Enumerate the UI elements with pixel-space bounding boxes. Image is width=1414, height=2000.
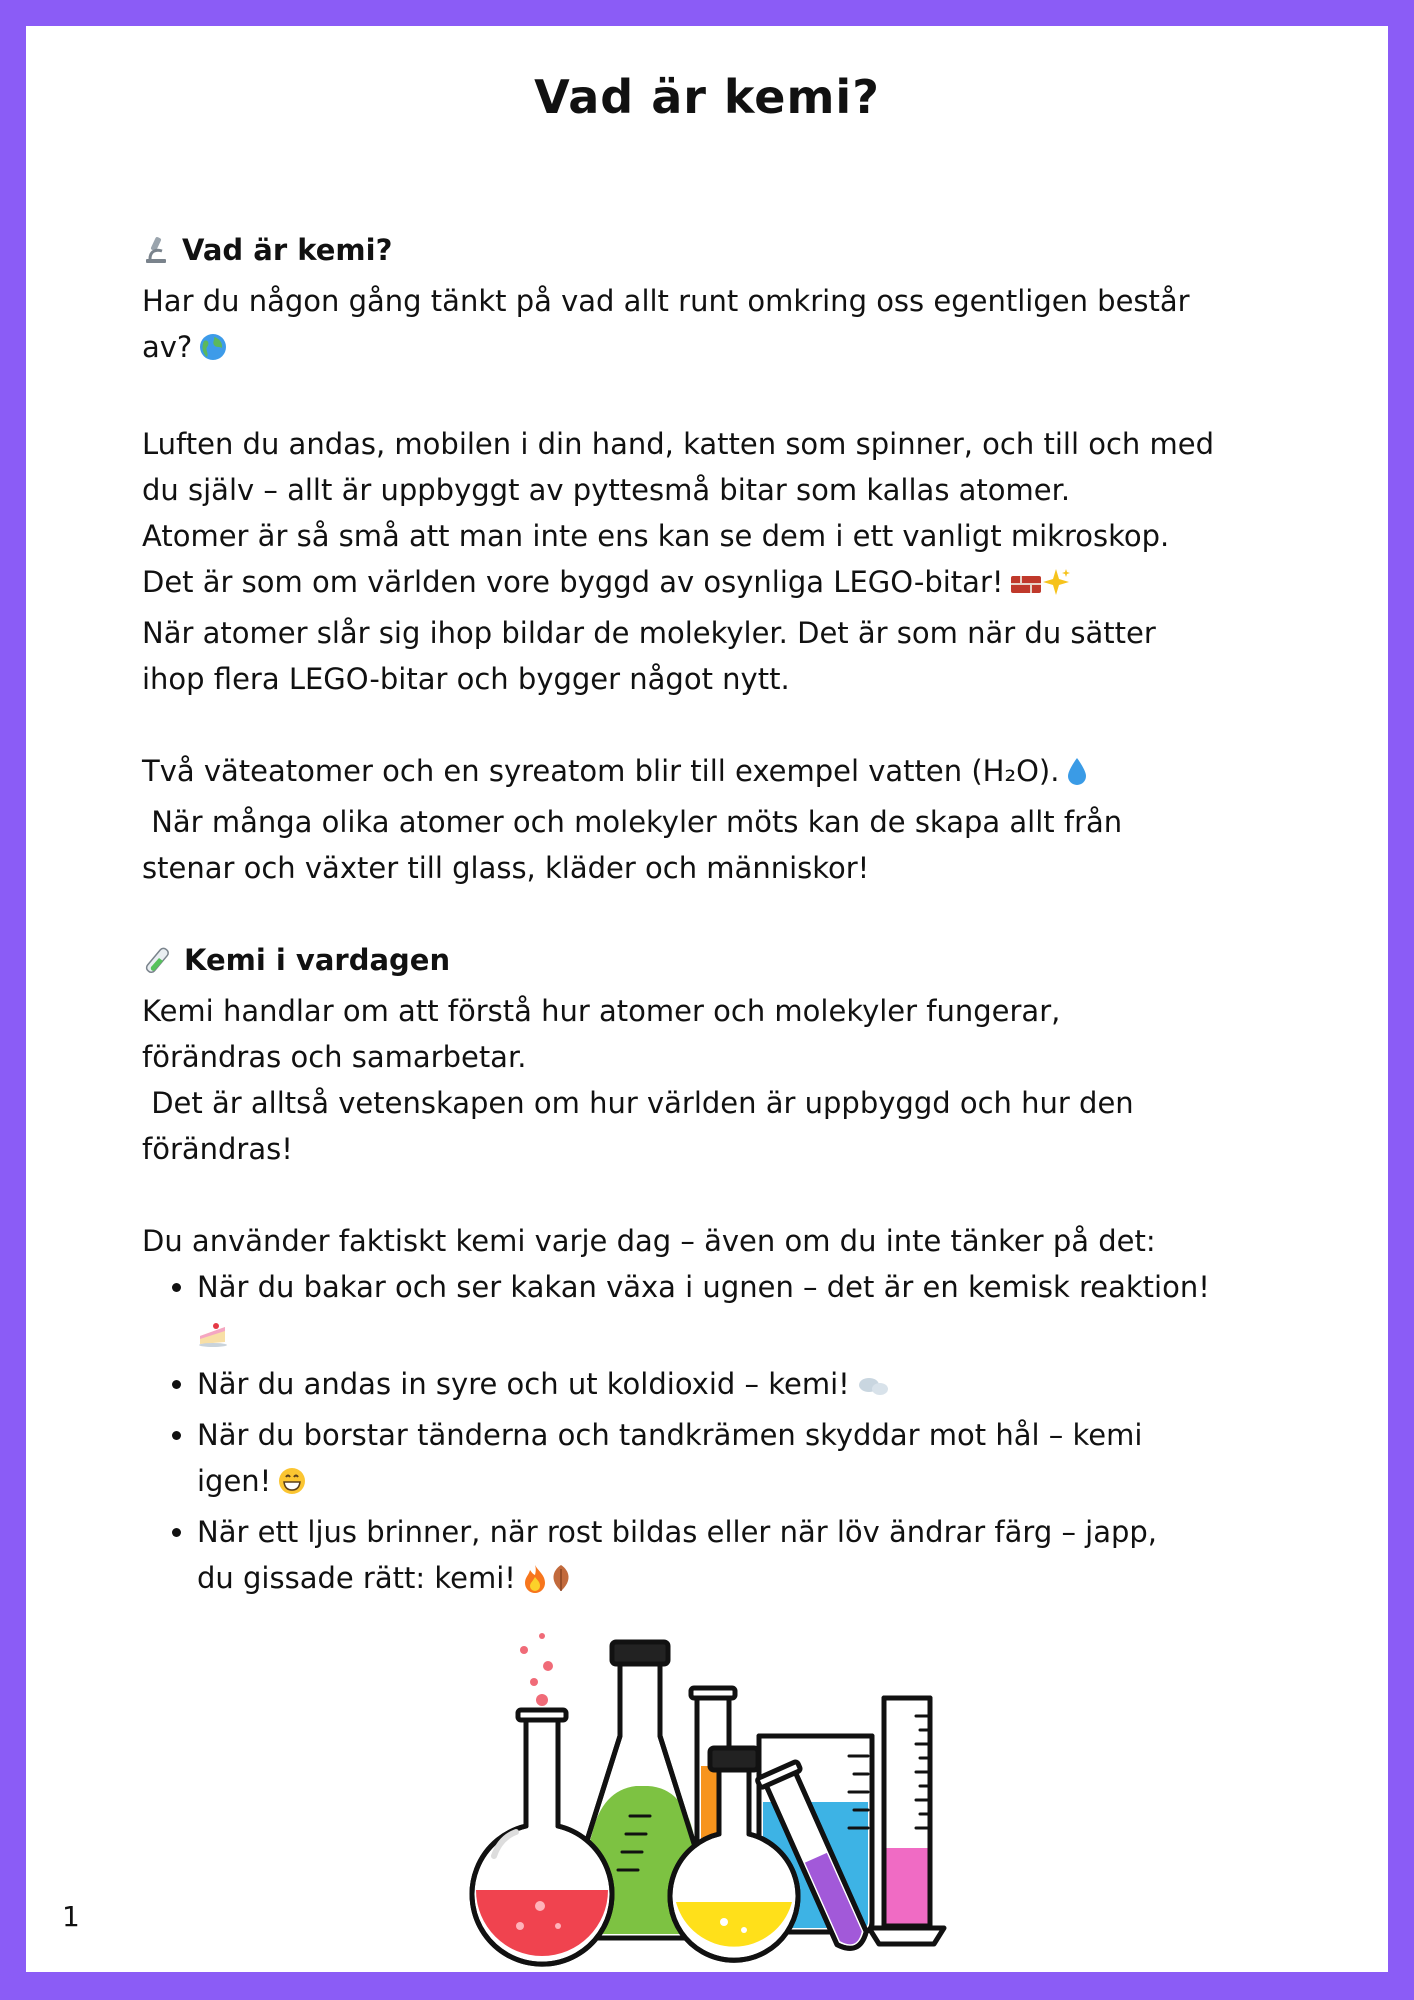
- list-item-text: • När ett ljus brinner, när rost bildas eller när löv ändrar färg – japp,: [197, 1515, 1158, 1549]
- lab-glassware-illustration: [454, 1626, 994, 1972]
- paragraph-line: förändras!: [142, 1132, 293, 1166]
- page-number: 1: [62, 1900, 80, 1933]
- section-heading-kemi-i-vardagen: [142, 937, 1302, 988]
- paragraph-text: av?: [142, 330, 193, 364]
- list-item-text: [197, 1555, 1302, 1606]
- droplet-icon: [1065, 753, 1089, 799]
- paragraph-line: Du använder faktiskt kemi varje dag – även om du inte tänker på det:: [142, 1224, 1156, 1258]
- list-item-text: [197, 1310, 1302, 1361]
- list-item: [197, 1509, 1302, 1606]
- document-page: [26, 26, 1388, 1972]
- paragraph-line: stenar och växter till glass, kläder och människor!: [142, 851, 870, 885]
- spacer: [142, 891, 1302, 937]
- paragraph-text: Två väteatomer och en syreatom blir till exempel vatten (H₂O).: [142, 754, 1060, 788]
- list-item: [197, 1361, 1302, 1412]
- spacer: [142, 702, 1302, 748]
- list-item-text: du gissade rätt: kemi!: [197, 1561, 516, 1595]
- grin-icon: [277, 1463, 307, 1509]
- paragraph-line: du själv – allt är uppbyggt av pyttesmå bitar som kallas atomer.: [142, 473, 1071, 507]
- list-item-text: • När du bakar och ser kakan växa i ugnen – det är en kemisk reaktion!: [197, 1270, 1210, 1304]
- paragraph-line: Atomer är så små att man inte ens kan se dem i ett vanligt mikroskop.: [142, 519, 1170, 553]
- paragraph-line: När många olika atomer och molekyler möts kan de skapa allt från: [142, 805, 1123, 839]
- spacer: [142, 1172, 1302, 1218]
- brick-icon: [1010, 564, 1042, 610]
- paragraph-text: Det är som om världen vore byggd av osynliga LEGO-bitar!: [142, 565, 1004, 599]
- section-heading-vad-ar-kemi: [142, 227, 1302, 278]
- list-item-text: • När du borstar tänderna och tandkrämen skyddar mot hål – kemi: [197, 1418, 1143, 1452]
- test-tube-icon: [142, 942, 172, 988]
- paragraph-line: När atomer slår sig ihop bildar de molekyler. Det är som när du sätter: [142, 616, 1156, 650]
- paragraph-line: Kemi handlar om att förstå hur atomer och molekyler fungerar,: [142, 994, 1061, 1028]
- sparkles-icon: [1042, 564, 1070, 610]
- paragraph-line: ihop flera LEGO-bitar och bygger något nytt.: [142, 662, 790, 696]
- list-item-text: När du andas in syre och ut koldioxid – kemi!: [197, 1367, 850, 1401]
- leaf-icon: [548, 1560, 574, 1606]
- paragraph-line: Det är alltså vetenskapen om hur världen är uppbyggd och hur den: [142, 1086, 1134, 1120]
- wind-icon: [856, 1366, 890, 1412]
- paragraph-line: [142, 559, 1302, 610]
- content-body: [142, 227, 1302, 1606]
- paragraph-line: Luften du andas, mobilen i din hand, katten som spinner, och till och med: [142, 427, 1215, 461]
- section-heading-text: Vad är kemi?: [182, 233, 393, 267]
- microscope-icon: [142, 232, 170, 278]
- list-item-text: igen!: [197, 1464, 272, 1498]
- list-item: [197, 1264, 1302, 1361]
- paragraph-line: förändras och samarbetar.: [142, 1040, 527, 1074]
- page-title: Vad är kemi?: [534, 70, 880, 124]
- globe-icon: [198, 329, 228, 375]
- paragraph-line: Har du någon gång tänkt på vad allt runt omkring oss egentligen består: [142, 284, 1190, 318]
- bullet-list: [142, 1264, 1302, 1606]
- paragraph-line: [142, 748, 1302, 799]
- list-item: [197, 1412, 1302, 1509]
- graduated-cylinder: [869, 1698, 944, 1944]
- cake-icon: [197, 1315, 229, 1361]
- list-item-text: [197, 1361, 1302, 1412]
- list-item-text: [197, 1458, 1302, 1509]
- fire-icon: [522, 1560, 548, 1606]
- spacer: [142, 375, 1302, 421]
- section-heading-text: Kemi i vardagen: [184, 943, 451, 977]
- paragraph-line: [142, 324, 1302, 375]
